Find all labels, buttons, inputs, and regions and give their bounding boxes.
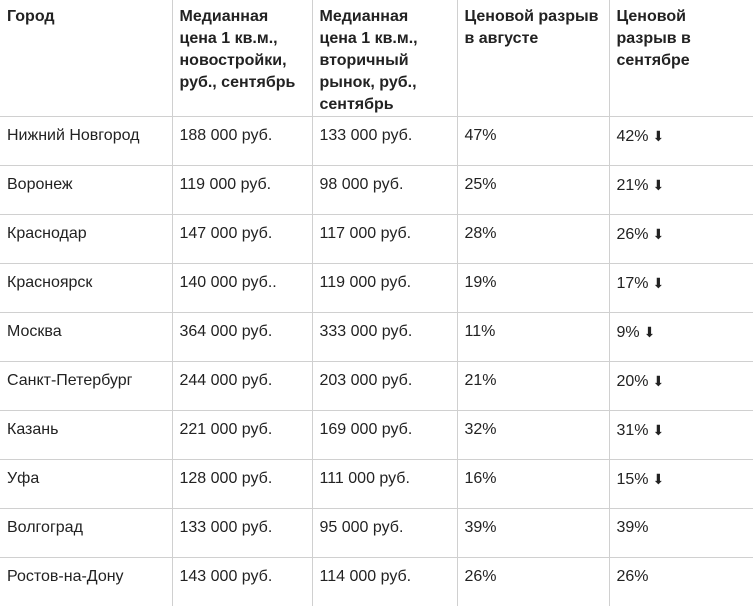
table-row <box>0 558 753 606</box>
city-cell <box>0 411 172 460</box>
gap-august-cell <box>457 117 609 166</box>
city-cell <box>0 362 172 411</box>
table-row <box>0 313 753 362</box>
table-row <box>0 117 753 166</box>
gap-september-cell-text: 26% <box>617 568 649 585</box>
secondary-price-cell-text: 203 000 руб. <box>320 372 413 389</box>
secondary-price-cell <box>312 264 457 313</box>
table-row <box>0 362 753 411</box>
new-price-cell <box>172 411 312 460</box>
new-price-cell <box>172 117 312 166</box>
city-cell-text: Красноярск <box>7 274 92 291</box>
gap-september-cell-text: 9% <box>617 324 640 341</box>
gap-august-cell-text: 11% <box>465 323 496 340</box>
new-price-cell-text: 119 000 руб. <box>180 176 272 193</box>
table-row <box>0 215 753 264</box>
gap-august-cell <box>457 215 609 264</box>
gap-august-cell-text: 26% <box>465 568 497 585</box>
new-price-cell <box>172 215 312 264</box>
gap-september-cell <box>609 411 753 460</box>
new-price-cell-text: 128 000 руб. <box>180 470 273 487</box>
gap-september-cell-text: 20% <box>617 373 649 390</box>
new-price-cell <box>172 509 312 558</box>
gap-august-cell <box>457 313 609 362</box>
gap-august-cell <box>457 264 609 313</box>
city-cell <box>0 215 172 264</box>
gap-august-cell <box>457 558 609 606</box>
secondary-price-cell <box>312 411 457 460</box>
down-arrow-icon: ⬇ <box>653 226 665 242</box>
city-cell <box>0 558 172 606</box>
new-price-cell-text: 147 000 руб. <box>180 225 273 242</box>
gap-september-cell <box>609 215 753 264</box>
down-arrow-icon: ⬇ <box>653 177 665 193</box>
gap-august-cell <box>457 166 609 215</box>
gap-september-cell <box>609 313 753 362</box>
header-secondary-price: Медианная цена 1 кв.м., вторичный рынок, руб., сентябрь <box>312 0 457 117</box>
secondary-price-cell <box>312 215 457 264</box>
table-row <box>0 166 753 215</box>
gap-august-cell-text: 25% <box>465 176 497 193</box>
gap-august-cell-text: 28% <box>465 225 497 242</box>
gap-september-cell-text: 39% <box>617 519 649 536</box>
down-arrow-icon: ⬇ <box>653 471 665 487</box>
new-price-cell-text: 244 000 руб. <box>180 372 273 389</box>
city-cell-text: Нижний Новгород <box>7 127 139 144</box>
city-cell-text: Санкт-Петербург <box>7 372 132 389</box>
new-price-cell <box>172 313 312 362</box>
gap-september-cell-text: 17% <box>617 275 649 292</box>
secondary-price-cell-text: 98 000 руб. <box>320 176 404 193</box>
city-cell-text: Краснодар <box>7 225 87 242</box>
new-price-cell-text: 188 000 руб. <box>180 127 273 144</box>
gap-september-cell <box>609 117 753 166</box>
secondary-price-cell-text: 95 000 руб. <box>320 519 404 536</box>
gap-august-cell <box>457 509 609 558</box>
new-price-cell <box>172 558 312 606</box>
city-cell <box>0 166 172 215</box>
secondary-price-cell-text: 114 000 руб. <box>320 568 412 585</box>
new-price-cell-text: 364 000 руб. <box>180 323 273 340</box>
gap-september-cell <box>609 460 753 509</box>
gap-september-cell <box>609 166 753 215</box>
gap-august-cell-text: 19% <box>465 274 497 291</box>
city-cell-text: Ростов-на-Дону <box>7 568 124 585</box>
new-price-cell-text: 221 000 руб. <box>180 421 273 438</box>
header-row <box>0 0 753 117</box>
gap-august-cell <box>457 411 609 460</box>
gap-september-cell-text: 15% <box>617 471 649 488</box>
new-price-cell <box>172 362 312 411</box>
secondary-price-cell-text: 117 000 руб. <box>320 225 412 242</box>
city-cell-text: Казань <box>7 421 58 438</box>
city-cell <box>0 460 172 509</box>
table-row <box>0 264 753 313</box>
header-new-price: Медианная цена 1 кв.м., новостройки, руб., сентябрь <box>172 0 312 117</box>
city-cell-text: Москва <box>7 323 62 340</box>
gap-august-cell-text: 47% <box>465 127 497 144</box>
new-price-cell-text: 143 000 руб. <box>180 568 273 585</box>
down-arrow-icon: ⬇ <box>653 128 665 144</box>
city-cell <box>0 117 172 166</box>
city-cell-text: Волгоград <box>7 519 83 536</box>
gap-august-cell-text: 21% <box>465 372 497 389</box>
city-cell-text: Уфа <box>7 470 39 487</box>
table-row <box>0 411 753 460</box>
gap-september-cell <box>609 509 753 558</box>
secondary-price-cell <box>312 509 457 558</box>
gap-september-cell <box>609 558 753 606</box>
down-arrow-icon: ⬇ <box>653 373 665 389</box>
table-header <box>0 0 753 117</box>
secondary-price-cell <box>312 362 457 411</box>
gap-september-cell-text: 21% <box>617 177 649 194</box>
secondary-price-cell-text: 169 000 руб. <box>320 421 413 438</box>
table-body <box>0 117 753 606</box>
gap-august-cell <box>457 460 609 509</box>
gap-august-cell-text: 32% <box>465 421 497 438</box>
gap-september-cell-text: 26% <box>617 226 649 243</box>
new-price-cell <box>172 166 312 215</box>
gap-august-cell-text: 39% <box>465 519 497 536</box>
city-cell <box>0 313 172 362</box>
new-price-cell <box>172 264 312 313</box>
secondary-price-cell-text: 333 000 руб. <box>320 323 413 340</box>
city-cell-text: Воронеж <box>7 176 73 193</box>
new-price-cell-text: 133 000 руб. <box>180 519 273 536</box>
gap-september-cell <box>609 264 753 313</box>
gap-august-cell-text: 16% <box>465 470 497 487</box>
table-row <box>0 509 753 558</box>
secondary-price-cell <box>312 313 457 362</box>
secondary-price-cell-text: 111 000 руб. <box>320 470 410 487</box>
secondary-price-cell-text: 119 000 руб. <box>320 274 412 291</box>
gap-september-cell <box>609 362 753 411</box>
header-city: Город <box>0 0 172 117</box>
header-gap-september: Ценовой разрыв в сентябре <box>609 0 753 117</box>
gap-september-cell-text: 42% <box>617 128 649 145</box>
header-gap-august: Ценовой разрыв в августе <box>457 0 609 117</box>
secondary-price-cell-text: 133 000 руб. <box>320 127 413 144</box>
new-price-cell <box>172 460 312 509</box>
gap-september-cell-text: 31% <box>617 422 649 439</box>
secondary-price-cell <box>312 166 457 215</box>
city-cell <box>0 264 172 313</box>
down-arrow-icon: ⬇ <box>653 275 665 291</box>
new-price-cell-text: 140 000 руб.. <box>180 274 277 291</box>
down-arrow-icon: ⬇ <box>653 422 665 438</box>
table-row <box>0 460 753 509</box>
down-arrow-icon: ⬇ <box>644 324 656 340</box>
gap-august-cell <box>457 362 609 411</box>
secondary-price-cell <box>312 558 457 606</box>
secondary-price-cell <box>312 460 457 509</box>
secondary-price-cell <box>312 117 457 166</box>
city-cell <box>0 509 172 558</box>
